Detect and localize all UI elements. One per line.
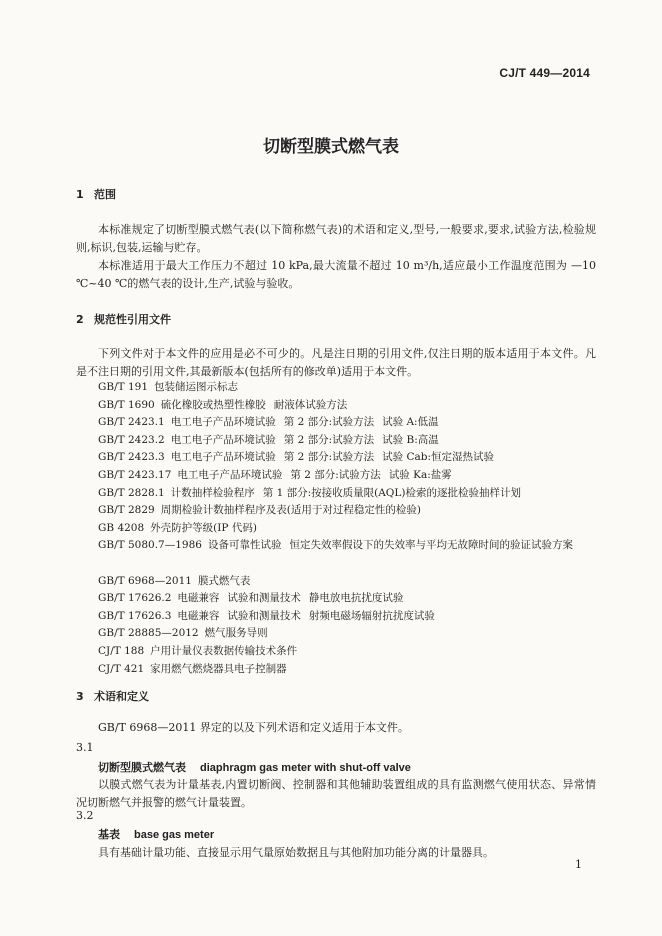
- reference-title: 户用计量仪表数据传输技术条件: [150, 645, 298, 657]
- reference-title: 恒定失效率假设下的失效率与平均无故障时间的验证试验方案: [289, 539, 573, 551]
- reference-title: 第 2 部分:试验方法: [283, 416, 375, 428]
- reference-item: [98, 484, 598, 502]
- reference-title: 硫化橡胶或热塑性橡胶: [160, 399, 266, 411]
- reference-title: 膜式燃气表: [197, 575, 251, 587]
- reference-code: CJ/T 188: [98, 645, 145, 657]
- reference-code: GB 4208: [98, 522, 145, 534]
- term-definition: 以膜式燃气表为计量基表,内置切断阀、控制器和其他辅助装置组成的具有监测燃气使用状态、异常情况切断燃气并报警的燃气计量装置。: [76, 778, 596, 809]
- reference-item: [76, 536, 596, 554]
- reference-title: 第 1 部分:按接收质量限(AQL)检索的逐批检验抽样计划: [262, 487, 521, 499]
- reference-title: 电工电子产品环境试验: [170, 416, 276, 428]
- reference-title: 设备可靠性试验: [207, 539, 282, 551]
- reference-item: [98, 466, 598, 484]
- reference-title: 第 2 部分:试验方法: [290, 469, 381, 481]
- reference-code: GB/T 2423.2: [98, 434, 165, 446]
- section-title: 术语和定义: [94, 690, 149, 703]
- paragraph: 本标准适用于最大工作压力不超过 10 kPa,最大流量不超过 10 m³/h,适应最小工作温度范围为 —10 ℃~40 ℃的燃气表的设计,生产,试验与验收。: [76, 259, 596, 290]
- reference-code: GB/T 6968—2011: [98, 575, 192, 587]
- reference-code: GB/T 191: [98, 381, 149, 393]
- reference-code: GB/T 1690: [98, 399, 155, 411]
- reference-item: [98, 607, 598, 625]
- paragraph: 下列文件对于本文件的应用是必不可少的。凡是注日期的引用文件,仅注日期的版本适用于本文件。凡是不注日期的引用文件,其最新版本(包括所有的修改单)适用于本文件。: [76, 347, 596, 378]
- term-definition: 具有基础计量功能、直接显示用气量原始数据且与其他附加功能分离的计量器具。: [98, 846, 494, 859]
- reference-title: 周期检验计数抽样程序及表(适用于对过程稳定性的检验): [160, 504, 421, 516]
- reference-title: 耐液体试验方法: [273, 399, 348, 411]
- reference-title: 试验 Ka:盐雾: [388, 469, 452, 481]
- reference-title: 第 2 部分:试验方法: [283, 451, 375, 463]
- term-chinese: 切断型膜式燃气表: [98, 761, 186, 774]
- section-title: 规范性引用文件: [94, 313, 171, 326]
- term-heading: [98, 759, 411, 775]
- reference-code: GB/T 2423.17: [98, 469, 172, 481]
- reference-title: 电磁兼容: [177, 592, 220, 604]
- reference-item: [98, 519, 598, 537]
- term-english: base gas meter: [134, 829, 215, 841]
- document-title: 切断型膜式燃气表: [263, 137, 399, 157]
- reference-code: GB/T 17626.2: [98, 592, 172, 604]
- term-english: diaphragm gas meter with shut-off valve: [200, 762, 411, 774]
- reference-code: GB/T 2829: [98, 504, 155, 516]
- page-number: 1: [575, 858, 582, 871]
- reference-title: 外壳防护等级(IP 代码): [150, 522, 257, 534]
- reference-item: [98, 589, 598, 607]
- reference-item: [98, 413, 598, 431]
- reference-item: [98, 501, 598, 519]
- reference-title: 包装储运图示标志: [154, 381, 239, 393]
- reference-code: GB/T 2828.1: [98, 487, 165, 499]
- paragraph: GB/T 6968—2011 界定的以及下列术语和定义适用于本文件。: [98, 721, 409, 734]
- reference-code: GB/T 28885—2012: [98, 627, 199, 639]
- reference-title: 试验 A:低温: [382, 416, 439, 428]
- section-heading: [76, 186, 116, 202]
- reference-item: [98, 448, 598, 466]
- term-number: 3.2: [76, 809, 94, 822]
- reference-item: [98, 396, 598, 414]
- section-title: 范围: [94, 188, 116, 201]
- section-heading: [76, 688, 149, 704]
- reference-code: GB/T 2423.3: [98, 451, 165, 463]
- reference-title: 电工电子产品环境试验: [170, 434, 276, 446]
- reference-title: 试验和测量技术: [227, 610, 301, 622]
- reference-code: GB/T 17626.3: [98, 610, 172, 622]
- reference-code: GB/T 5080.7—1986: [98, 539, 202, 551]
- standard-number: CJ/T 449—2014: [499, 66, 590, 80]
- section-number: 2: [76, 313, 84, 326]
- reference-title: 试验 Cab:恒定湿热试验: [382, 451, 495, 463]
- section-number: 1: [76, 188, 84, 201]
- reference-code: CJ/T 421: [98, 663, 145, 675]
- reference-title: 试验 B:高温: [382, 434, 439, 446]
- term-chinese: 基表: [98, 828, 120, 841]
- section-heading: [76, 311, 171, 327]
- reference-item: [98, 431, 598, 449]
- reference-title: 电工电子产品环境试验: [170, 451, 276, 463]
- reference-title: 家用燃气燃烧器具电子控制器: [150, 663, 287, 675]
- reference-title: 第 2 部分:试验方法: [283, 434, 375, 446]
- reference-item: [98, 624, 598, 642]
- section-number: 3: [76, 690, 84, 703]
- reference-title: 电工电子产品环境试验: [177, 469, 283, 481]
- term-number: 3.1: [76, 741, 94, 754]
- reference-code: GB/T 2423.1: [98, 416, 165, 428]
- reference-title: 射频电磁场辐射抗扰度试验: [308, 610, 435, 622]
- reference-item: [98, 572, 598, 590]
- paragraph: 本标准规定了切断型膜式燃气表(以下简称燃气表)的术语和定义,型号,一般要求,要求,试验方法,检验规则,标识,包装,运输与贮存。: [76, 223, 596, 254]
- term-heading: [98, 826, 214, 842]
- reference-title: 燃气服务导则: [204, 627, 268, 639]
- reference-title: 电磁兼容: [177, 610, 220, 622]
- reference-title: 计数抽样检验程序: [170, 487, 255, 499]
- reference-title: 试验和测量技术: [227, 592, 301, 604]
- reference-item: [98, 660, 598, 678]
- reference-item: [98, 378, 598, 396]
- reference-item: [98, 642, 598, 660]
- reference-title: 静电放电抗扰度试验: [308, 592, 404, 604]
